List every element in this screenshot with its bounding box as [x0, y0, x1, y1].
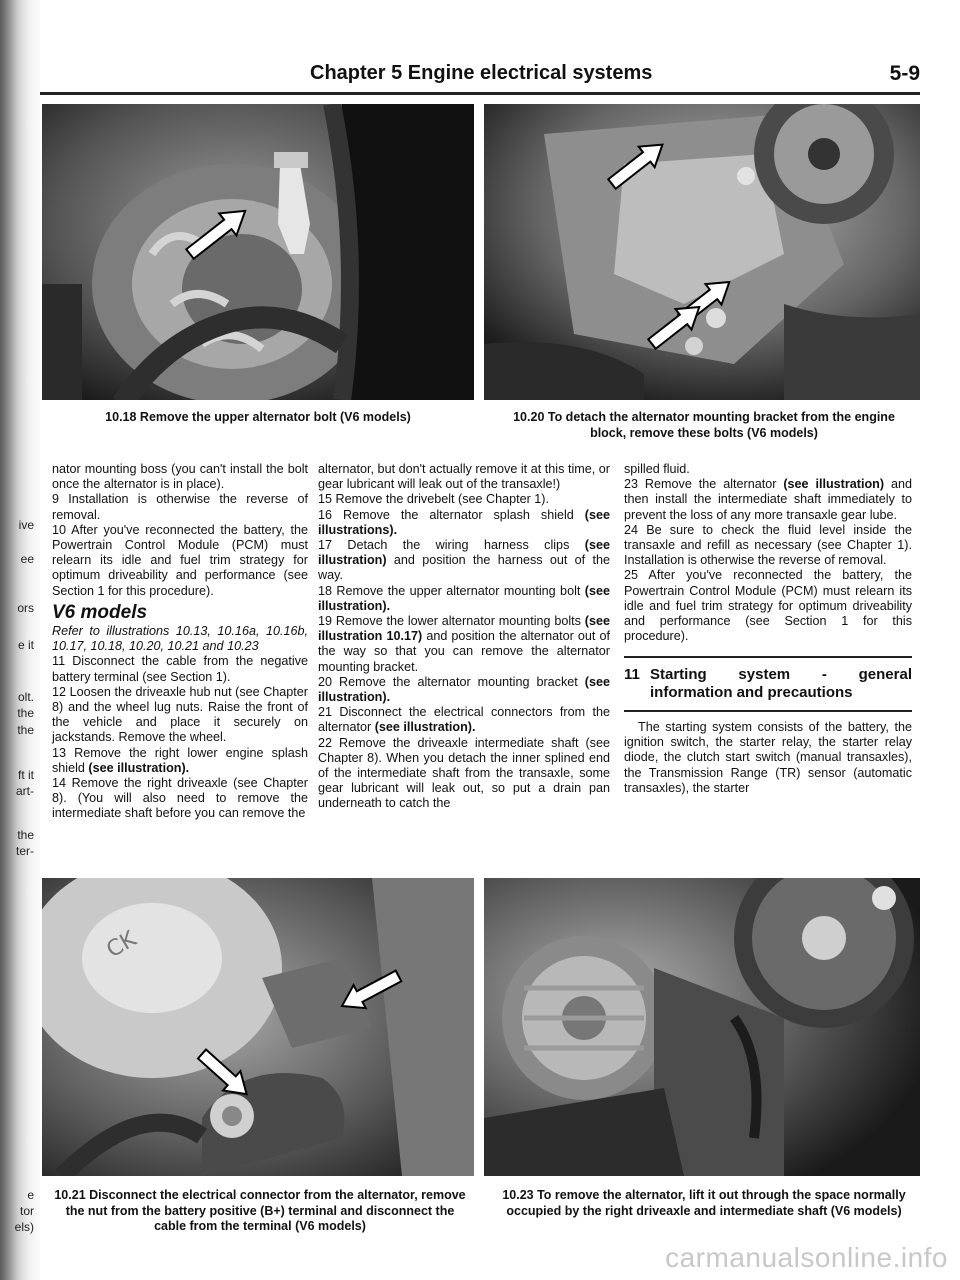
paragraph-starting-system: The starting system consists of the battery, the ignition switch, the starter relay, the starter relay diode, the clutch start switch (manual transaxles), the Transmission Range (TR) sensor (automatic transaxles), the starter: [624, 719, 912, 795]
spine-text-fragment: ors: [17, 601, 34, 615]
text-column-2: [318, 462, 610, 812]
section-title: Starting system - general information and precautions: [650, 666, 912, 702]
spine-text-fragment: olt.: [17, 690, 34, 704]
photo-alternator-removal: [484, 878, 920, 1176]
section-number: 11: [624, 666, 640, 684]
paragraph-step-23: 23 Remove the alternator (see illustration) and then install the intermediate shaft immediately to prevent the loss of any more transaxle gear lube.: [624, 477, 912, 522]
paragraph-step-24: 24 Be sure to check the fluid level inside the transaxle and refill as necessary (see Chapter 1). Installation is otherwise the reverse of removal.: [624, 522, 912, 568]
paragraph-step-22: 22 Remove the driveaxle intermediate shaft (see Chapter 8). When you detach the inner splined end of the intermediate shaft from the transaxle, some gear lubricant will leak out, so put a drain pan underneath to catch the: [318, 735, 610, 811]
spine-text-fragment: ee: [20, 552, 34, 566]
paragraph: nator mounting boss (you can't install the bolt once the alternator is in place).: [52, 462, 308, 492]
text-column-3: [624, 462, 912, 796]
paragraph: spilled fluid.: [624, 462, 690, 476]
paragraph-step-16: 16 Remove the alternator splash shield (see illustrations).: [318, 507, 611, 537]
caption-10-21: 10.21 Disconnect the electrical connector from the alternator, remove the nut from the battery positive (B+) terminal and disconnect the cable from the terminal (V6 models): [54, 1188, 466, 1234]
watermark: carmanualsonline.info: [665, 1242, 948, 1273]
spine-text-fragment: e: [27, 1188, 34, 1202]
spine-text-fragment: the: [17, 723, 34, 737]
spine-text-fragment: the: [17, 828, 34, 842]
spine-text-fragment: ft it: [17, 768, 34, 782]
paragraph-step-12: 12 Loosen the driveaxle hub nut (see Chapter 8) and the wheel lug nuts. Raise the front of the vehicle and place it securely on jackstands. Remove the wheel.: [52, 684, 308, 745]
photo-alternator-bracket-bolts: [484, 104, 920, 400]
paragraph-step-15: 15 Remove the drivebelt (see Chapter 1).: [318, 492, 550, 507]
paragraph-step-11: 11 Disconnect the cable from the negative battery terminal (see Section 1).: [52, 654, 308, 684]
spine-text-fragment: art-: [16, 784, 34, 798]
paragraph-step-18: 18 Remove the upper alternator mounting bolt (see illustration).: [318, 583, 610, 613]
paragraph: alternator, but don't actually remove it at this time, or gear lubricant will leak out of the transaxle!): [318, 462, 610, 492]
paragraph-step-17: 17 Detach the wiring harness clips (see illustration) and position the harness out of the way.: [318, 538, 611, 583]
subheading-v6-models: V6 models: [52, 601, 148, 623]
caption-10-23: 10.23 To remove the alternator, lift it out through the space normally occupied by the right driveaxle and intermediate shaft (V6 models): [502, 1188, 906, 1218]
page-header: [40, 58, 920, 92]
paragraph-step-19: 19 Remove the lower alternator mounting bolts (see illustration 10.17) and position the alternator out of the way so that you can remove the alternator mounting bracket.: [318, 614, 610, 674]
spine-text-fragment: ter-: [16, 844, 34, 858]
illustration-reference: Refer to illustrations 10.13, 10.16a, 10.16b, 10.17, 10.18, 10.20, 10.21 and 10.23: [52, 624, 308, 654]
section-rule: [624, 710, 912, 712]
paragraph-step-21: 21 Disconnect the electrical connectors from the alternator (see illustration).: [318, 705, 610, 735]
caption-10-18: 10.18 Remove the upper alternator bolt (V6 models): [105, 410, 411, 424]
svg-text:CK: CK: [102, 926, 141, 964]
caption-10-20: 10.20 To detach the alternator mounting bracket from the engine block, remove these bolts (V6 models): [513, 410, 895, 440]
paragraph-step-13: 13 Remove the right lower engine splash shield (see illustration).: [52, 745, 308, 775]
section-heading-11: [624, 666, 912, 702]
paragraph-step-10: 10 After you've reconnected the battery, the Powertrain Control Module (PCM) must relearn its idle and fuel trim strategy for optimum driveability and performance (see Section 1 for this procedure).: [52, 522, 308, 598]
paragraph-step-25: 25 After you've reconnected the battery, the Powertrain Control Module (PCM) must relearn its idle and fuel trim strategy for optimum driveability and performance (see Section 1 for this procedure).: [624, 568, 912, 644]
spine-text-fragment: els): [14, 1220, 34, 1234]
spine-text-fragment: e it: [17, 638, 34, 652]
spine-text-fragment: ive: [18, 518, 34, 532]
paragraph-step-9: 9 Installation is otherwise the reverse of removal.: [52, 492, 308, 522]
header-rule: [40, 92, 920, 95]
paragraph-step-20: 20 Remove the alternator mounting bracket (see illustration).: [318, 674, 611, 705]
spine-text-fragment: tor: [19, 1204, 34, 1218]
text-column-1: [52, 462, 308, 822]
photo-alternator-connector: [42, 878, 474, 1176]
chapter-title: Chapter 5 Engine electrical systems: [310, 62, 653, 84]
page-number: 5-9: [889, 62, 920, 85]
section-rule: [624, 656, 912, 658]
spine-text-fragment: the: [17, 706, 34, 720]
photo-upper-alternator-bolt: [42, 104, 474, 400]
paragraph-step-14: 14 Remove the right driveaxle (see Chapter 8). (You will also need to remove the intermediate shaft before you can remove the: [52, 776, 308, 821]
